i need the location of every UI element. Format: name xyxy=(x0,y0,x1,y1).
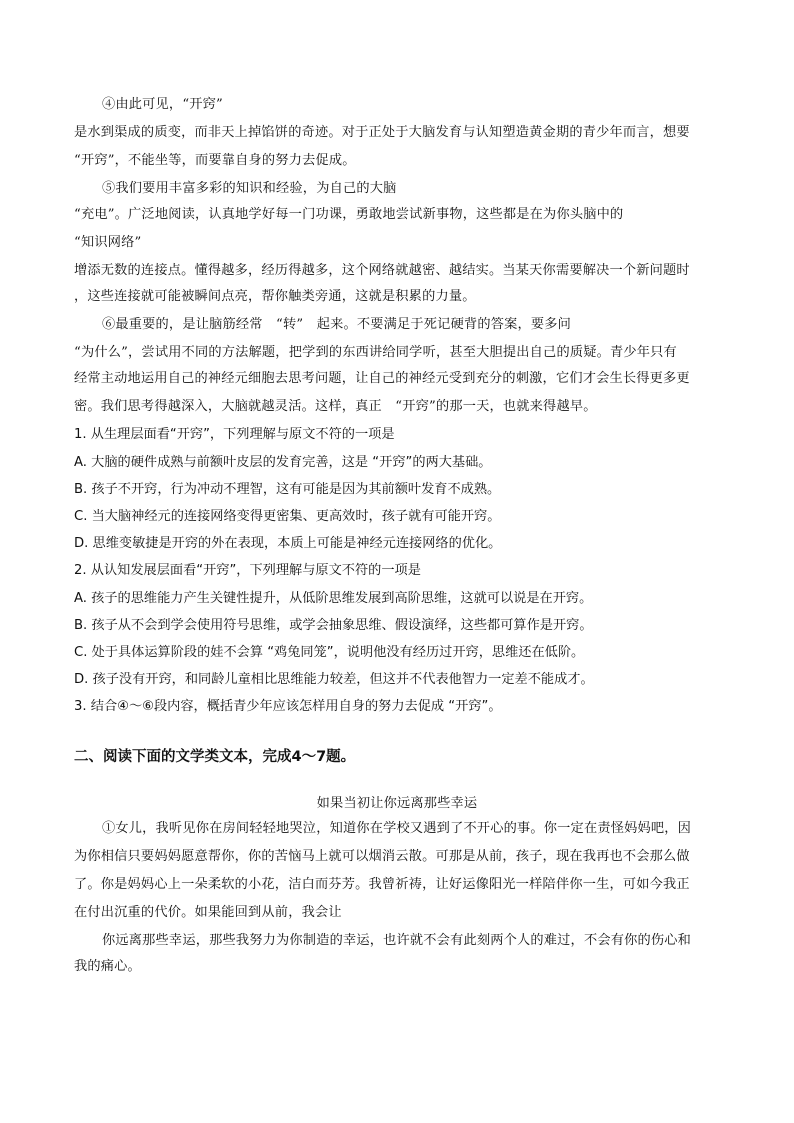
question-1-option-b: B. 孩子不开窍，行为冲动不理智，这有可能是因为其前额叶发育不成熟。 xyxy=(74,482,501,497)
paragraph-5-title: ⑤我们要用丰富多彩的知识和经验，为自己的大脑 xyxy=(102,181,397,196)
story-paragraph-1-line: 我的痛心。 xyxy=(74,959,141,974)
paragraph-5-line: ，这些连接就可能被瞬间点亮，帮你触类旁通，这就是积累的力量。 xyxy=(74,289,476,304)
question-1: 1. 从生理层面看“开窍”，下列理解与原文不符的一项是 xyxy=(74,427,395,442)
paragraph-4-title: ④由此可见，“开窍” xyxy=(102,97,223,112)
paragraph-6-title: ⑥最重要的，是让脑筋经常 “转” 起来。不要满足于死记硬背的答案，要多问 xyxy=(102,317,572,332)
story-paragraph-1-line: ①女儿，我听见你在房间轻轻地哭泣，知道你在学校又遇到了不开心的事。你一定在责怪妈妈吧，因 xyxy=(102,821,692,836)
story-title: 如果当初让你远离那些幸运 xyxy=(316,796,478,811)
question-3: 3. 结合④～⑥段内容，概括青少年应该怎样用自身的努力去促成 “开窍”。 xyxy=(74,699,502,714)
story-paragraph-1-line: 你远离那些幸运，那些我努力为你制造的幸运，也许就不会有此刻两个人的难过，不会有你的伤心和 xyxy=(102,933,692,948)
paragraph-6-line: “为什么”，尝试用不同的方法解题，把学到的东西讲给同学听，甚至大胆提出自己的质疑。青少年只有 xyxy=(74,345,677,360)
paragraph-4-line: 是水到渠成的质变，而非天上掉馅饼的奇迹。对于正处于大脑发育与认知塑造黄金期的青少年而言，想要 xyxy=(74,125,690,140)
question-2-option-a: A. 孩子的思维能力产生关键性提升，从低阶思维发展到高阶思维，这就可以说是在开窍。 xyxy=(74,591,593,606)
paragraph-5-line: “知识网络” xyxy=(74,235,142,250)
story-paragraph-1-line: 了。你是妈妈心上一朵柔软的小花，洁白而芬芳。我曾祈祷，让好运像阳光一样陪伴你一生，可如今我正 xyxy=(74,877,690,892)
question-2: 2. 从认知发展层面看“开窍”，下列理解与原文不符的一项是 xyxy=(74,563,421,578)
paragraph-5-line: “充电”。广泛地阅读，认真地学好每一门功课，勇敢地尝试新事物，这些都是在为你头脑中的 xyxy=(74,207,624,222)
question-2-option-b: B. 孩子从不会到学会使用符号思维，或学会抽象思维、假设演绎，这些都可算作是开窍。 xyxy=(74,618,593,633)
paragraph-6-line: 经常主动地运用自己的神经元细胞去思考问题，让自己的神经元受到充分的刺激，它们才会生长得更多更 xyxy=(74,371,690,386)
section-two-heading: 二、阅读下面的文学类文本，完成4～7题。 xyxy=(74,749,356,765)
question-2-option-c: C. 处于具体运算阶段的娃不会算 “鸡兔同笼”，说明他没有经历过开窍，思维还在低阶。 xyxy=(74,645,585,660)
paragraph-6-line: 密。我们思考得越深入，大脑就越灵活。这样，真正 “开窍”的那一天，也就来得越早。 xyxy=(74,399,597,414)
story-paragraph-1-line: 在付出沉重的代价。如果能回到从前，我会让 xyxy=(74,905,342,920)
paragraph-5-line: 增添无数的连接点。懂得越多，经历得越多，这个网络就越密、越结实。当某天你需要解决一个新问题时 xyxy=(74,263,690,278)
question-1-option-a: A. 大脑的硬件成熟与前额叶皮层的发育完善，这是 “开窍”的两大基础。 xyxy=(74,455,492,470)
paragraph-4-line: “开窍”，不能坐等，而要靠自身的努力去促成。 xyxy=(74,153,356,168)
question-2-option-d: D. 孩子没有开窍，和同龄儿童相比思维能力较差，但这并不代表他智力一定差不能成才。 xyxy=(74,672,594,687)
question-1-option-c: C. 当大脑神经元的连接网络变得更密集、更高效时，孩子就有可能开窍。 xyxy=(74,509,501,524)
story-paragraph-1-line: 为你相信只要妈妈愿意帮你，你的苦恼马上就可以烟消云散。可那是从前，孩子，现在我再也不会那么做 xyxy=(74,849,690,864)
question-1-option-d: D. 思维变敏捷是开窍的外在表现，本质上可能是神经元连接网络的优化。 xyxy=(74,536,502,551)
